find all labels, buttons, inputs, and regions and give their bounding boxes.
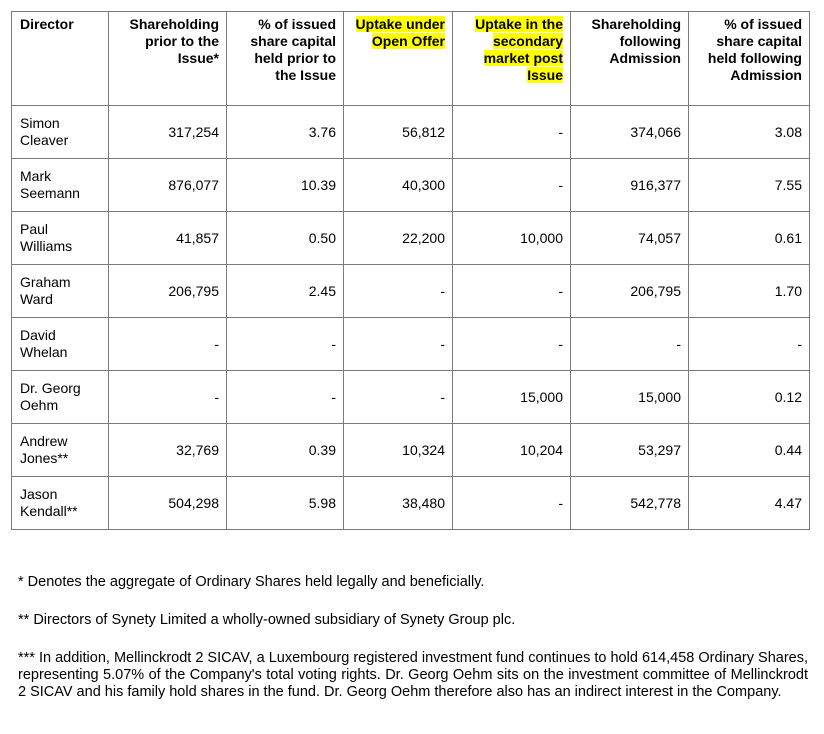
cell-shareholding-prior: - xyxy=(109,318,227,371)
table-row xyxy=(12,371,810,424)
cell-director-name: Paul Williams xyxy=(12,212,109,265)
cell-pct-prior: 0.50 xyxy=(227,212,344,265)
table-row xyxy=(12,212,810,265)
cell-uptake-secondary: - xyxy=(453,159,571,212)
cell-uptake-open-offer: - xyxy=(344,371,453,424)
header-pct-prior: % of issued share capital held prior to the Issue xyxy=(227,12,344,106)
cell-uptake-secondary: - xyxy=(453,265,571,318)
footnote-single-asterisk: * Denotes the aggregate of Ordinary Shares held legally and beneficially. xyxy=(18,574,485,590)
cell-pct-prior: 10.39 xyxy=(227,159,344,212)
cell-shareholding-prior: 206,795 xyxy=(109,265,227,318)
cell-shareholding-prior: 504,298 xyxy=(109,477,227,530)
cell-uptake-open-offer: - xyxy=(344,265,453,318)
cell-shareholding-following: - xyxy=(571,318,689,371)
cell-uptake-secondary: 15,000 xyxy=(453,371,571,424)
header-director: Director xyxy=(12,12,109,106)
table-row xyxy=(12,159,810,212)
cell-shareholding-following: 53,297 xyxy=(571,424,689,477)
cell-pct-following: 4.47 xyxy=(689,477,810,530)
header-uptake-secondary-market: Uptake in the secondary market post Issue xyxy=(453,12,571,106)
cell-shareholding-following: 206,795 xyxy=(571,265,689,318)
header-uptake-open-offer: Uptake under Open Offer xyxy=(344,12,453,106)
footnote-double-asterisk: ** Directors of Synety Limited a wholly-owned subsidiary of Synety Group plc. xyxy=(18,612,516,628)
cell-uptake-open-offer: 38,480 xyxy=(344,477,453,530)
cell-shareholding-following: 74,057 xyxy=(571,212,689,265)
cell-pct-prior: - xyxy=(227,318,344,371)
table-row xyxy=(12,318,810,371)
header-shareholding-prior: Shareholding prior to the Issue* xyxy=(109,12,227,106)
table-row xyxy=(12,106,810,159)
cell-pct-following: - xyxy=(689,318,810,371)
cell-pct-prior: 3.76 xyxy=(227,106,344,159)
cell-director-name: Mark Seemann xyxy=(12,159,109,212)
cell-uptake-open-offer: 56,812 xyxy=(344,106,453,159)
cell-pct-prior: - xyxy=(227,371,344,424)
cell-uptake-secondary: 10,204 xyxy=(453,424,571,477)
director-shareholding-table xyxy=(11,11,810,530)
cell-pct-prior: 0.39 xyxy=(227,424,344,477)
table-header-row xyxy=(12,12,810,106)
cell-shareholding-following: 374,066 xyxy=(571,106,689,159)
footnote-triple-asterisk: *** In addition, Mellinckrodt 2 SICAV, a Luxembourg registered investment fund continues to hold 614,458 Ordinary Shares, representing 5.07% of the Company's total voting rights. Dr. Georg Oehm sits on the investment committee of Mellinckrodt 2 SICAV and his family hold shares in the fund. Dr. Georg Oehm therefore also has an indirect interest in the Company. xyxy=(18,650,808,700)
cell-pct-following: 0.61 xyxy=(689,212,810,265)
table-body xyxy=(12,106,810,530)
cell-uptake-open-offer: 22,200 xyxy=(344,212,453,265)
cell-shareholding-following: 15,000 xyxy=(571,371,689,424)
cell-shareholding-prior: 32,769 xyxy=(109,424,227,477)
header-shareholding-following: Shareholding following Admission xyxy=(571,12,689,106)
cell-director-name: Simon Cleaver xyxy=(12,106,109,159)
cell-uptake-open-offer: 10,324 xyxy=(344,424,453,477)
cell-director-name: David Whelan xyxy=(12,318,109,371)
cell-pct-following: 0.12 xyxy=(689,371,810,424)
cell-director-name: Dr. Georg Oehm xyxy=(12,371,109,424)
cell-uptake-open-offer: - xyxy=(344,318,453,371)
cell-uptake-secondary: - xyxy=(453,106,571,159)
cell-pct-prior: 5.98 xyxy=(227,477,344,530)
table-row xyxy=(12,265,810,318)
cell-uptake-secondary: - xyxy=(453,318,571,371)
cell-shareholding-following: 916,377 xyxy=(571,159,689,212)
cell-uptake-open-offer: 40,300 xyxy=(344,159,453,212)
cell-shareholding-prior: - xyxy=(109,371,227,424)
table-row xyxy=(12,424,810,477)
cell-pct-following: 3.08 xyxy=(689,106,810,159)
cell-shareholding-prior: 41,857 xyxy=(109,212,227,265)
cell-pct-following: 0.44 xyxy=(689,424,810,477)
cell-uptake-secondary: 10,000 xyxy=(453,212,571,265)
cell-director-name: Graham Ward xyxy=(12,265,109,318)
table-row xyxy=(12,477,810,530)
cell-uptake-secondary: - xyxy=(453,477,571,530)
cell-shareholding-prior: 876,077 xyxy=(109,159,227,212)
cell-shareholding-following: 542,778 xyxy=(571,477,689,530)
cell-director-name: Andrew Jones** xyxy=(12,424,109,477)
header-pct-following: % of issued share capital held following Admission xyxy=(689,12,810,106)
cell-shareholding-prior: 317,254 xyxy=(109,106,227,159)
cell-pct-following: 7.55 xyxy=(689,159,810,212)
cell-director-name: Jason Kendall** xyxy=(12,477,109,530)
cell-pct-following: 1.70 xyxy=(689,265,810,318)
cell-pct-prior: 2.45 xyxy=(227,265,344,318)
